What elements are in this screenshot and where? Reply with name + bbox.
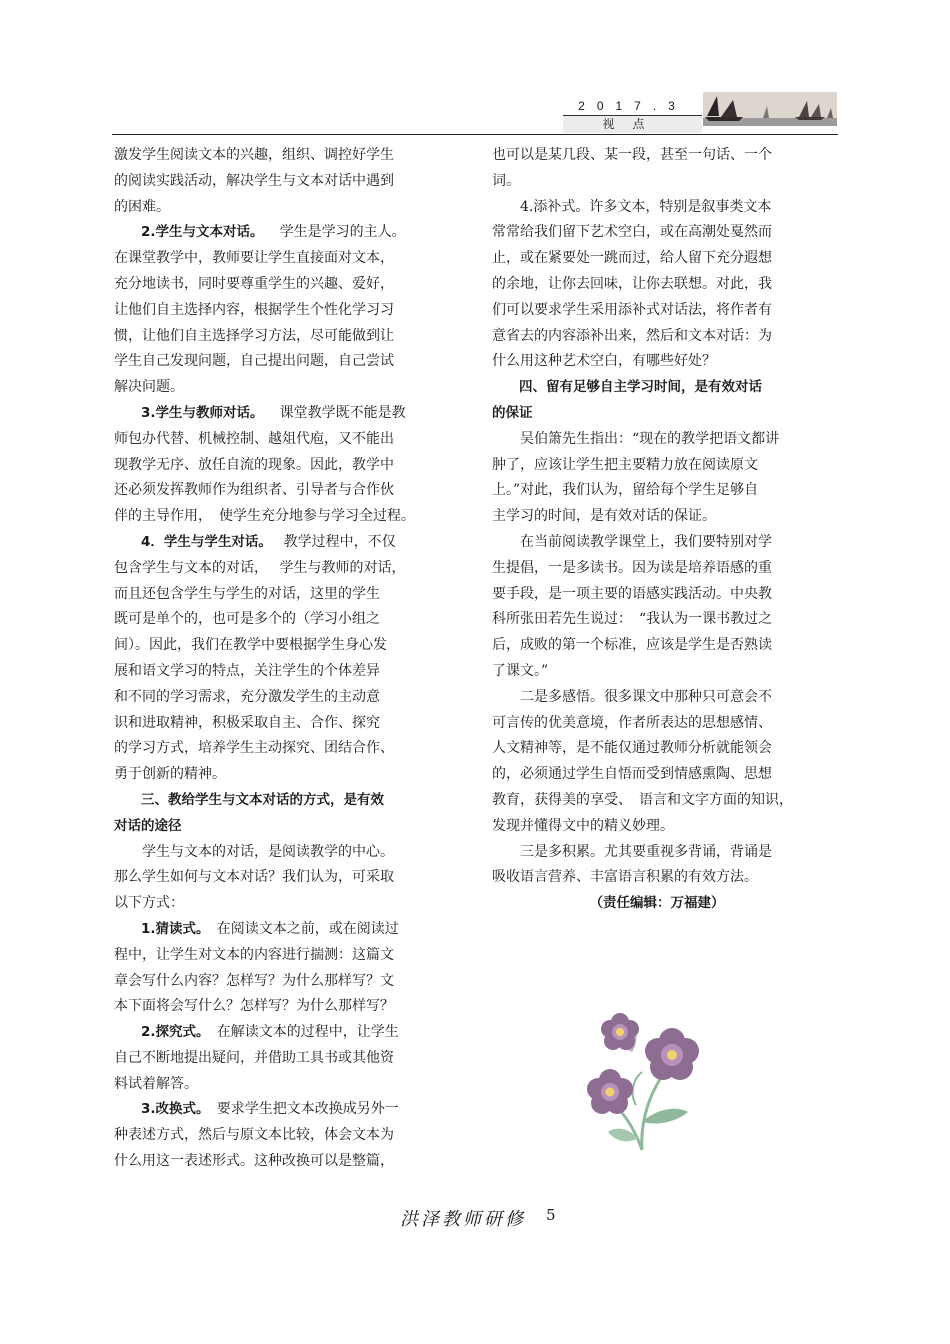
paragraph-line: 和不同的学习需求，充分激发学生的主动意	[114, 688, 380, 705]
paragraph-line: 自己不断地提出疑问，并借助工具书或其他资	[114, 1049, 394, 1066]
left-column	[114, 143, 440, 1175]
section-heading: 四、留有足够自主学习时间，是有效对话	[492, 379, 762, 396]
paragraph-line: 在当前阅读教学课堂上，我们要特别对学	[492, 533, 772, 550]
paragraph-line: 吸收语言营养、丰富语言积累的有效方法。	[492, 869, 758, 886]
subheading-lead: 3.学生与教师对话。	[114, 404, 257, 421]
paragraph-line: 教育，获得美的享受、 语言和文字方面的知识，	[492, 791, 793, 808]
paragraph-line: 词。	[492, 172, 520, 189]
section-heading: 的保证	[492, 404, 533, 421]
paragraph-line: 的学习方式，培养学生主动探究、团结合作、	[114, 740, 394, 757]
paragraph-line: 也可以是某几段、某一段，甚至一句话、一个	[492, 147, 772, 163]
paragraph-line: 后，成败的第一个标准，应该是学生是否熟读	[492, 637, 772, 654]
paragraph-line: 常常给我们留下艺术空白，或在高潮处戛然而	[492, 224, 772, 241]
paragraph-line: 惯，让他们自主选择学习方法，尽可能做到让	[114, 327, 394, 344]
paragraph-line: 生提倡，一是多读书。因为读是培养语感的重	[492, 559, 772, 576]
paragraph-line: 可言传的优美意境，作者所表达的思想感情、	[492, 714, 772, 731]
subheading-lead: 1.猜读式。	[114, 920, 203, 937]
paragraph-line: 以下方式：	[114, 895, 184, 912]
paragraph-line: 什么用这一表述形式。这种改换可以是整篇，	[114, 1153, 394, 1170]
paragraph-line: 现教学无序、放任自流的现象。因此，教学中	[114, 456, 394, 473]
paragraph-line: 充分地读书，同时要尊重学生的兴趣、爱好，	[114, 275, 394, 292]
paragraph-line: 让他们自主选择内容，根据学生个性化学习习	[114, 301, 394, 318]
paragraph-line: 要手段，是一项主要的语感实践活动。中央教	[492, 585, 772, 602]
paragraph-text: 教学过程中，不仅	[265, 533, 396, 550]
paragraph-line: 三是多积累。尤其要重视多背诵，背诵是	[492, 843, 772, 860]
paragraph-line: 上。”对此，我们认为，留给每个学生足够自	[492, 482, 759, 499]
paragraph-line: 4.添补式。许多文本，特别是叙事类文本	[492, 198, 772, 215]
paragraph-line: 解决问题。	[114, 379, 184, 396]
paragraph-line	[114, 530, 440, 556]
paragraph-line: 的阅读实践活动，解决学生与文本对话中遇到	[114, 172, 394, 189]
paragraph-line: 而且还包含学生与学生的对话，这里的学生	[114, 585, 380, 602]
paragraph-text: 在解读文本的过程中，让学生	[202, 1024, 399, 1041]
paragraph-line: 发现并懂得文中的精义妙理。	[492, 817, 674, 834]
paragraph-line: 学生与文本的对话，是阅读教学的中心。	[114, 843, 394, 860]
header-boats-photo	[703, 92, 837, 126]
paragraph-line: 的，必须通过学生自悟而受到情感熏陶、思想	[492, 766, 772, 783]
section-heading: 对话的途径	[114, 817, 182, 834]
paragraph-line: 的余地，让你去回味，让你去联想。对此，我	[492, 275, 772, 292]
paragraph-line: 科所张田若先生说过： “我认为一课书教过之	[492, 611, 773, 628]
paragraph-line: 的困难。	[114, 198, 170, 215]
paragraph-line: 人文精神等，是不能仅通过教师分析就能领会	[492, 740, 772, 757]
paragraph-line: 意省去的内容添补出来，然后和文本对话：为	[492, 327, 772, 344]
paragraph-line: 既可是单个的，也可是多个的（学习小组之	[114, 611, 380, 628]
paragraph-line: 学生自己发现问题，自己提出问题，自己尝试	[114, 353, 394, 370]
paragraph-line: 激发学生阅读文本的兴趣，组织、调控好学生	[114, 147, 394, 163]
header-rule	[112, 134, 838, 135]
paragraph-line: 料试着解答。	[114, 1075, 198, 1092]
paragraph-line: 勇于创新的精神。	[114, 766, 226, 783]
paragraph-line: 本下面将会写什么？怎样写？为什么那样写？	[114, 998, 394, 1015]
paragraph-text: 要求学生把文本改换成另外一	[202, 1101, 399, 1118]
paragraph-text: 学生是学习的主人。	[256, 224, 406, 241]
subheading-lead: 3.改换式。	[114, 1101, 203, 1118]
flower-illustration	[580, 1010, 710, 1155]
subheading-lead: 4．学生与学生对话。	[114, 533, 266, 550]
editor-credit: （责任编辑：万福建）	[589, 895, 725, 912]
paragraph-line: 师包办代替、机械控制、越俎代庖，又不能出	[114, 430, 394, 447]
paragraph-line: 们可以要求学生采用添补式对话法，将作者有	[492, 301, 772, 318]
paragraph-line: 吴伯箫先生指出：“现在的教学把语文都讲	[492, 430, 780, 447]
paragraph-line	[114, 1097, 440, 1123]
paragraph-line	[114, 917, 440, 943]
paragraph-line: 间）。因此，我们在教学中要根据学生身心发	[114, 637, 387, 654]
paragraph-line	[114, 401, 440, 427]
paragraph-line: 程中，让学生对文本的内容进行揣测：这篇文	[114, 946, 394, 963]
right-column	[492, 143, 822, 917]
paragraph-text: 课堂教学既不能是教	[256, 404, 406, 421]
paragraph-line: 止，或在紧要处一跳而过，给人留下充分遐想	[492, 250, 772, 267]
paragraph-line	[114, 220, 440, 246]
paragraph-line: 那么学生如何与文本对话？我们认为，可采取	[114, 869, 394, 886]
paragraph-line: 章会写什么内容？怎样写？为什么那样写？文	[114, 972, 394, 989]
paragraph-line: 主学习的时间，是有效对话的保证。	[492, 508, 716, 525]
subheading-lead: 2.学生与文本对话。	[114, 224, 257, 241]
paragraph-line: 伴的主导作用， 使学生充分地参与学习全过程。	[114, 508, 415, 525]
section-title: 视点	[563, 116, 702, 133]
paragraph-text: 在阅读文本之前，或在阅读过	[202, 920, 399, 937]
paragraph-line: 展和语文学习的特点，关注学生的个体差异	[114, 662, 380, 679]
paragraph-line: 二是多感悟。很多课文中那种只可意会不	[492, 688, 772, 705]
paragraph-line: 种表述方式，然后与原文本比较，体会文本为	[114, 1127, 394, 1144]
paragraph-line: 什么用这种艺术空白，有哪些好处？	[492, 353, 716, 370]
subheading-lead: 2.探究式。	[114, 1024, 203, 1041]
journal-name: 洪泽教师研修	[400, 1209, 526, 1230]
page-number: 5	[546, 1206, 556, 1224]
paragraph-line: 包含学生与文本的对话， 学生与教师的对话，	[114, 559, 406, 576]
issue-date: 2017.3	[563, 97, 702, 116]
section-heading: 三、教给学生与文本对话的方式，是有效	[114, 791, 384, 808]
paragraph-line: 了课文。”	[492, 662, 549, 679]
paragraph-line: 在课堂教学中，教师要让学生直接面对文本，	[114, 250, 394, 267]
paragraph-line: 还必须发挥教师作为组织者、引导者与合作伙	[114, 482, 394, 499]
paragraph-line: 肿了，应该让学生把主要精力放在阅读原文	[492, 456, 758, 473]
paragraph-line	[114, 1020, 440, 1046]
paragraph-line: 识和进取精神，积极采取自主、合作、探究	[114, 714, 380, 731]
